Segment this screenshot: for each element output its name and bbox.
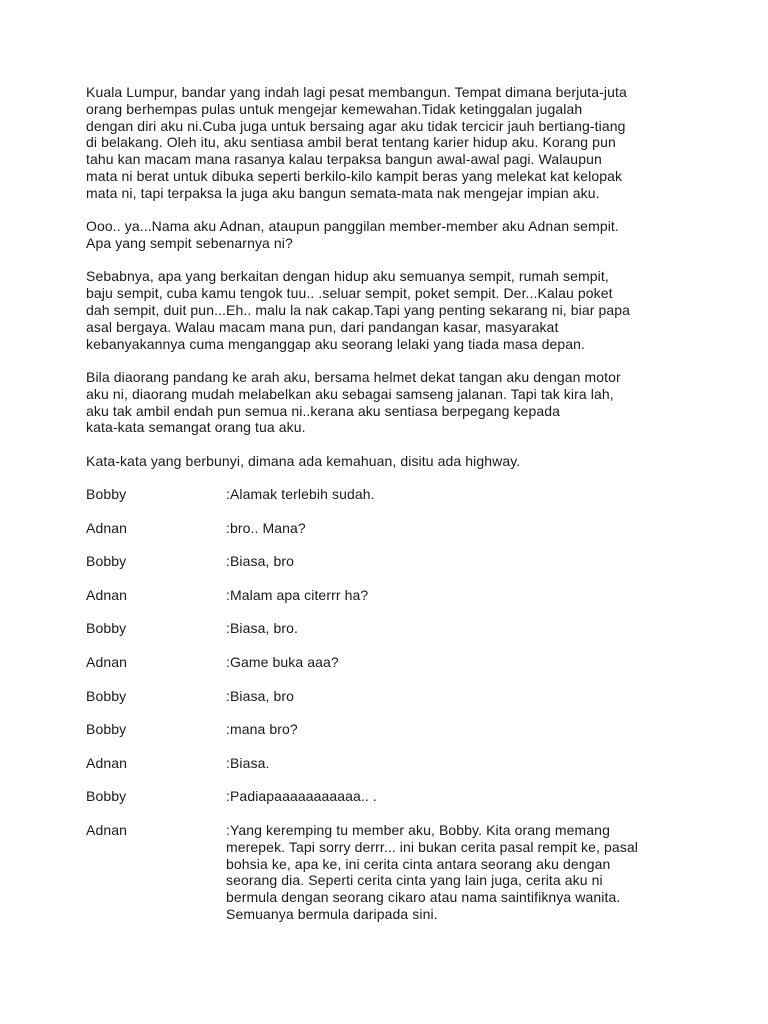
speech-line: :Malam apa citerrr ha? (226, 586, 369, 603)
dialogue-section (86, 486, 682, 923)
paragraph-line: Sebabnya, apa yang berkaitan dengan hidup aku semuanya sempit, rumah sempit, (86, 268, 609, 285)
dialogue-row (86, 654, 682, 671)
dialogue-speech (226, 553, 682, 570)
paragraph-line: aku tak ambil endah pun semua ni..kerana aku sentiasa berpegang kepada (86, 402, 560, 419)
paragraph-line: Apa yang sempit sebenarnya ni? (86, 234, 293, 251)
dialogue-row (86, 587, 682, 604)
paragraph-line: kata-kata semangat orang tua aku. (86, 419, 306, 436)
dialogue-speech (226, 620, 682, 637)
dialogue-speaker: Bobby (86, 620, 127, 637)
speech-line: :Biasa, bro (226, 687, 295, 704)
paragraph-1 (86, 84, 682, 202)
dialogue-row (86, 822, 682, 923)
paragraph-4 (86, 369, 682, 436)
dialogue-speech (226, 822, 682, 923)
dialogue-speaker: Bobby (86, 788, 127, 805)
speech-line: bermula dengan seorang cikaro atau nama saintifiknya wanita. (226, 889, 621, 906)
speech-line: :Padiapaaaaaaaaaaa.. . (226, 788, 377, 805)
dialogue-speech (226, 520, 682, 537)
paragraph-line: Kata-kata yang berbunyi, dimana ada kemahuan, disitu ada highway. (86, 452, 521, 469)
paragraph-line: baju sempit, cuba kamu tengok tuu.. .seluar sempit, poket sempit. Der...Kalau poket (86, 285, 613, 302)
speech-line: :bro.. Mana? (226, 519, 306, 536)
paragraph-line: di belakang. Oleh itu, aku sentiasa ambil berat tentang karier hidup aku. Korang pun (86, 134, 616, 151)
dialogue-row (86, 620, 682, 637)
dialogue-speech (226, 587, 682, 604)
speech-line: merepek. Tapi sorry derrr... ini bukan cerita pasal rempit ke, pasal (226, 838, 638, 855)
paragraph-2 (86, 218, 682, 252)
paragraph-line: Ooo.. ya...Nama aku Adnan, ataupun panggilan member-member aku Adnan sempit. (86, 218, 619, 235)
paragraph-line: asal bergaya. Walau macam mana pun, dari pandangan kasar, masyarakat (86, 318, 559, 335)
dialogue-speaker: Bobby (86, 687, 127, 704)
dialogue-row (86, 788, 682, 805)
paragraph-line: mata ni berat untuk dibuka seperti berkilo-kilo kampit beras yang melekat kat kelopak (86, 167, 623, 184)
speech-line: :Biasa. (226, 754, 270, 771)
paragraph-line: mata ni, tapi terpaksa la juga aku bangun semata-mata nak mengejar impian aku. (86, 184, 600, 201)
speech-line: seorang dia. Seperti cerita cinta yang lain juga, cerita aku ni (226, 872, 603, 889)
dialogue-row (86, 486, 682, 503)
dialogue-speaker: Adnan (86, 654, 127, 671)
speech-line: bohsia ke, apa ke, ini cerita cinta antara seorang aku dengan (226, 855, 611, 872)
paragraph-line: tahu kan macam mana rasanya kalau terpaksa bangun awal-awal pagi. Walaupun (86, 151, 602, 168)
dialogue-row (86, 688, 682, 705)
dialogue-speaker: Adnan (86, 519, 127, 536)
paragraph-line: kebanyakannya cuma menganggap aku seorang lelaki yang tiada masa depan. (86, 335, 585, 352)
dialogue-speaker: Adnan (86, 822, 127, 839)
dialogue-row (86, 721, 682, 738)
paragraph-line: dengan diri aku ni.Cuba juga untuk bersaing agar aku tidak tercicir jauh bertiang-tiang (86, 117, 626, 134)
speech-line: Semuanya bermula daripada sini. (226, 906, 438, 923)
dialogue-speech (226, 755, 682, 772)
dialogue-speech (226, 688, 682, 705)
speech-line: :Biasa, bro. (226, 620, 299, 637)
dialogue-speaker: Bobby (86, 553, 127, 570)
paragraph-line: Bila diaorang pandang ke arah aku, bersama helmet dekat tangan aku dengan motor (86, 368, 621, 385)
dialogue-speech (226, 721, 682, 738)
dialogue-row (86, 755, 682, 772)
speech-line: :Alamak terlebih sudah. (226, 486, 375, 503)
dialogue-speech (226, 788, 682, 805)
speech-line: :Game buka aaa? (226, 654, 339, 671)
dialogue-speaker: Bobby (86, 721, 127, 738)
speech-line: :mana bro? (226, 721, 298, 738)
paragraph-line: orang berhempas pulas untuk mengejar kemewahan.Tidak ketinggalan jugalah (86, 100, 583, 117)
dialogue-row (86, 520, 682, 537)
paragraph-3 (86, 268, 682, 352)
dialogue-speech (226, 486, 682, 503)
dialogue-speaker: Adnan (86, 586, 127, 603)
paragraph-5 (86, 453, 682, 470)
paragraph-line: dah sempit, duit pun...Eh.. malu la nak cakap.Tapi yang penting sekarang ni, biar papa (86, 301, 631, 318)
dialogue-speech (226, 654, 682, 671)
speech-line: :Yang keremping tu member aku, Bobby. Kita orang memang (226, 822, 610, 839)
document-page (86, 84, 682, 940)
speech-line: :Biasa, bro (226, 553, 295, 570)
dialogue-row (86, 553, 682, 570)
paragraph-line: aku ni, diaorang mudah melabelkan aku sebagai samseng jalanan. Tapi tak kira lah, (86, 385, 614, 402)
narrative-section (86, 84, 682, 470)
paragraph-line: Kuala Lumpur, bandar yang indah lagi pesat membangun. Tempat dimana berjuta-juta (86, 84, 627, 100)
dialogue-speaker: Adnan (86, 754, 127, 771)
dialogue-speaker: Bobby (86, 486, 127, 503)
